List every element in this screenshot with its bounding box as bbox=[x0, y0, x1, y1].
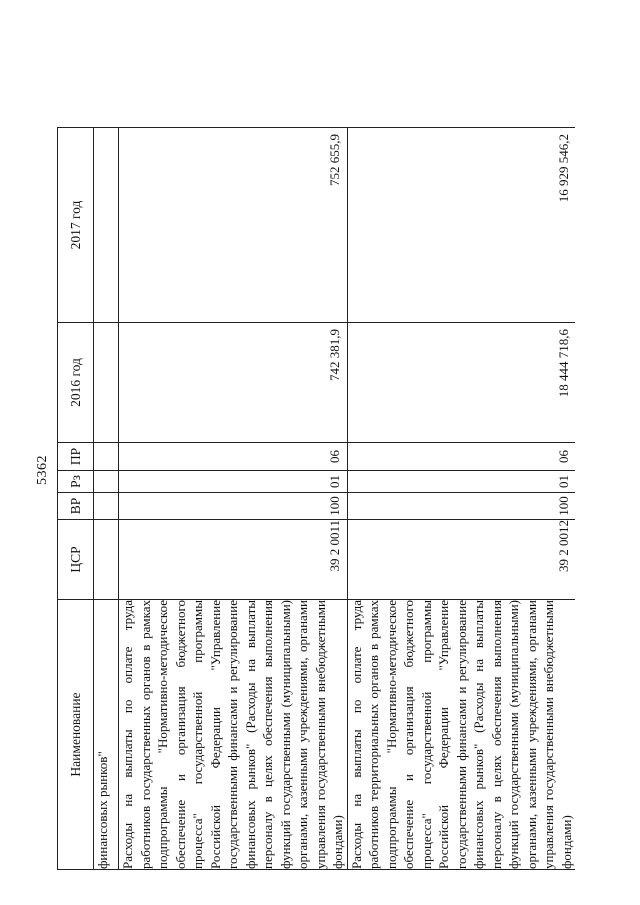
header-row bbox=[58, 128, 94, 870]
row-2017: 16 929 546,2 bbox=[347, 128, 575, 323]
row-csr: 39 2 0011 bbox=[119, 520, 348, 600]
continuation-row bbox=[94, 128, 119, 870]
header-pr: ПР bbox=[58, 443, 94, 471]
table-row bbox=[119, 128, 348, 870]
row-rz: 01 bbox=[347, 471, 575, 493]
table-row bbox=[347, 128, 575, 870]
row-name: Расходы на выплаты по оплате труда работников территориальных органов в рамках подпрограммы "Нормативно-методическое обеспечение и организация бюджетного процесса" государственной программы Российской Федерации "Управление государственными финансами и регулирование финансовых рынков" (Расходы на выплаты персоналу в целях обеспечения выполнения функций государственными (муниципальными) органами, казенными учреждениями, органами управления государственными внебюджетными фондами) bbox=[348, 600, 574, 869]
row-name: Расходы на выплаты по оплате труда работников государственных органов в рамках подпрограммы "Нормативно-методическое обеспечение и организация бюджетного процесса" государственной программы Российской Федерации "Управление государственными финансами и регулирование финансовых рынков" (Расходы на выплаты персоналу в целях обеспечения выполнения функций государственными (муниципальными) органами, казенными учреждениями, органами управления государственными внебюджетными фондами) bbox=[120, 600, 345, 869]
row-pr: 06 bbox=[347, 443, 575, 471]
budget-table bbox=[57, 127, 575, 870]
header-rz: Рз bbox=[58, 471, 94, 493]
header-name: Наименование bbox=[58, 600, 94, 870]
row-csr: 39 2 0012 bbox=[347, 520, 575, 600]
row-2017: 752 655,9 bbox=[119, 128, 348, 323]
row-rz: 01 bbox=[119, 471, 348, 493]
header-2017: 2017 год bbox=[58, 128, 94, 323]
row-vr: 100 bbox=[119, 493, 348, 520]
row-vr: 100 bbox=[347, 493, 575, 520]
header-csr: ЦСР bbox=[58, 520, 94, 600]
row-2016: 18 444 718,6 bbox=[347, 323, 575, 443]
row-pr: 06 bbox=[119, 443, 348, 471]
header-2016: 2016 год bbox=[58, 323, 94, 443]
continuation-text: финансовых рынков" bbox=[94, 600, 119, 870]
row-2016: 742 381,9 bbox=[119, 323, 348, 443]
page-number: 5362 bbox=[35, 455, 50, 485]
header-vr: ВР bbox=[58, 493, 94, 520]
